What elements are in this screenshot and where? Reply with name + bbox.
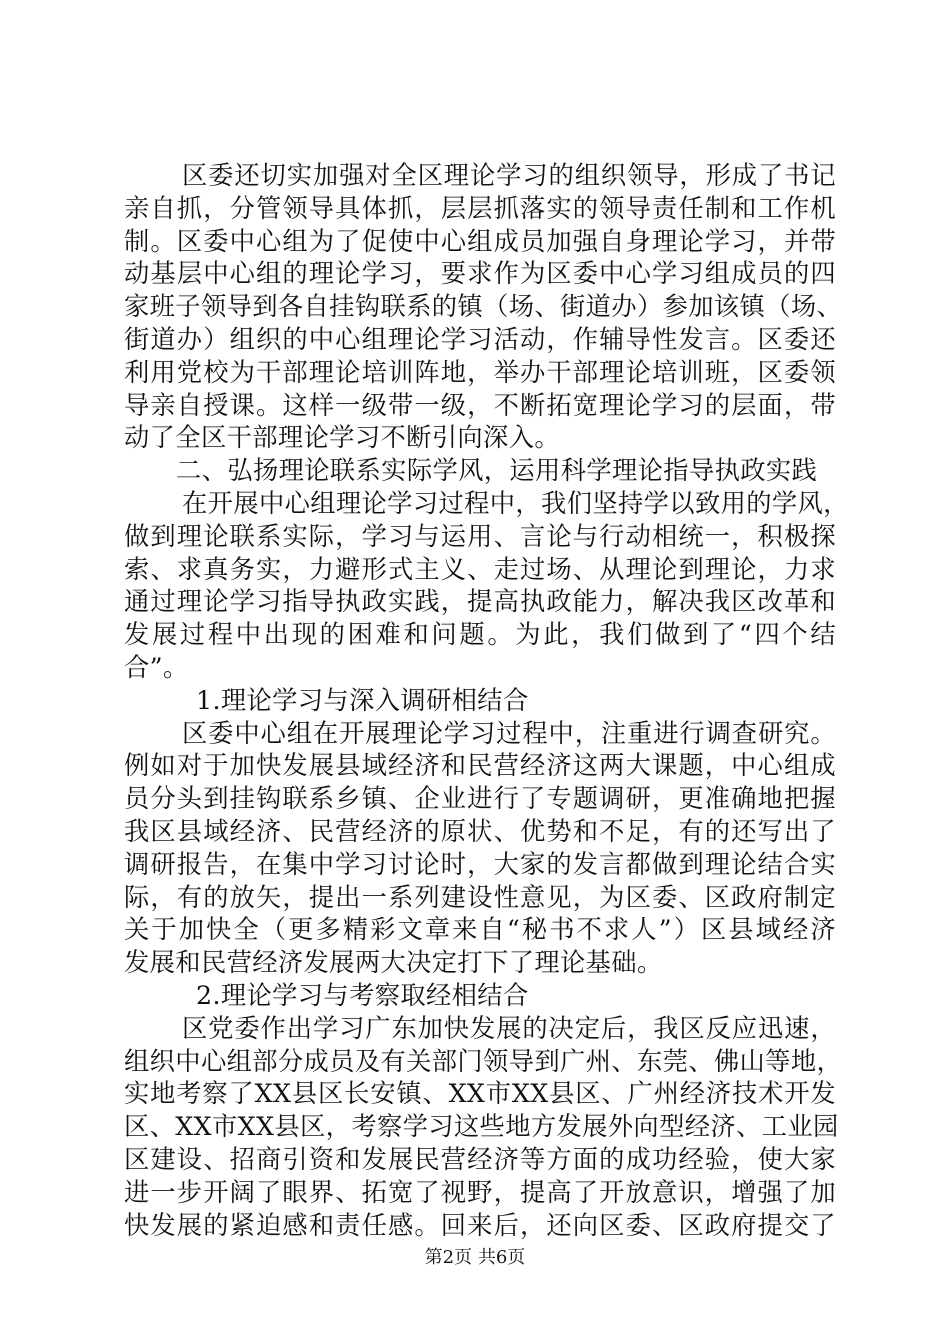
- text-line: 动基层中心组的理论学习，要求作为区委中心学习组成员的四: [124, 259, 836, 289]
- text-line: 合”。: [124, 652, 189, 682]
- text-line: 动了全区干部理论学习不断引向深入。: [124, 423, 560, 453]
- text-line: 区委中心组在开展理论学习过程中，注重进行调查研究。: [182, 718, 836, 748]
- text-line: 区建设、招商引资和发展民营经济等方面的成功经验，使大家: [124, 1144, 836, 1174]
- text-line: 员分头到挂钩联系乡镇、企业进行了专题调研，更准确地把握: [124, 784, 836, 814]
- paragraph: [124, 488, 849, 685]
- text-line: 区委还切实加强对全区理论学习的组织领导，形成了书记: [182, 161, 836, 190]
- text-line: 制。区委中心组为了促使中心组成员加强自身理论学习，并带: [124, 226, 836, 256]
- text-line: 导亲自授课。这样一级带一级，不断拓宽理论学习的层面，带: [124, 390, 836, 420]
- subsection-heading: 2.理论学习与考察取经相结合: [196, 980, 529, 1010]
- text-line: 组织中心组部分成员及有关部门领导到广州、东莞、佛山等地，: [124, 1046, 843, 1076]
- text-line: 索、求真务实，力避形式主义、走过场、从理论到理论，力求: [124, 554, 836, 584]
- paragraph: [124, 718, 836, 980]
- text-line: 利用党校为干部理论培训阵地，举办干部理论培训班，区委领: [124, 357, 836, 387]
- text-line: 家班子领导到各自挂钩联系的镇（场、街道办）参加该镇（场、: [124, 292, 843, 322]
- text-line: 发展和民营经济发展两大决定打下了理论基础。: [124, 948, 663, 978]
- section-heading: 二、弘扬理论联系实际学风，运用科学理论指导执政实践: [176, 456, 818, 486]
- document-body: [124, 160, 849, 1242]
- paragraph: [124, 160, 843, 455]
- text-line: 区党委作出学习广东加快发展的决定后，我区反应迅速，: [182, 1013, 836, 1043]
- text-line: 亲自抓，分管领导具体抓，层层抓落实的领导责任制和工作机: [124, 193, 836, 223]
- text-line: 区、XX市XX县区，考察学习这些地方发展外向型经济、工业园: [124, 1112, 839, 1142]
- text-line: 我区县域经济、民营经济的原状、优势和不足，有的还写出了: [124, 816, 836, 846]
- text-line: 例如对于加快发展县域经济和民营经济这两大课题，中心组成: [124, 751, 836, 781]
- paragraph: [124, 1013, 843, 1243]
- text-line: 关于加快全（更多精彩文章来自“秘书不求人”）区县域经济: [124, 915, 836, 945]
- text-line: 做到理论联系实际，学习与运用、言论与行动相统一，积极探: [124, 521, 836, 551]
- text-line: 调研报告，在集中学习讨论时，大家的发言都做到理论结合实: [124, 849, 836, 879]
- text-line: 际，有的放矢，提出一系列建设性意见，为区委、区政府制定: [124, 882, 836, 912]
- text-line: 在开展中心组理论学习过程中，我们坚持学以致用的学风，: [182, 488, 849, 518]
- text-line: 进一步开阔了眼界、拓宽了视野，提高了开放意识，增强了加: [124, 1177, 836, 1207]
- text-line: 快发展的紧迫感和责任感。回来后，还向区委、区政府提交了: [124, 1210, 836, 1240]
- text-line: 通过理论学习指导执政实践，提高执政能力，解决我区改革和: [124, 587, 836, 617]
- text-line: 实地考察了XX县区长安镇、XX市XX县区、广州经济技术开发: [124, 1079, 836, 1109]
- text-line: 发展过程中出现的困难和问题。为此，我们做到了“四个结: [124, 620, 836, 650]
- page-number: 第2页 共6页: [424, 1247, 526, 1268]
- text-line: 街道办）组织的中心组理论学习活动，作辅导性发言。区委还: [124, 324, 836, 354]
- subsection-heading: 1.理论学习与深入调研相结合: [196, 685, 529, 715]
